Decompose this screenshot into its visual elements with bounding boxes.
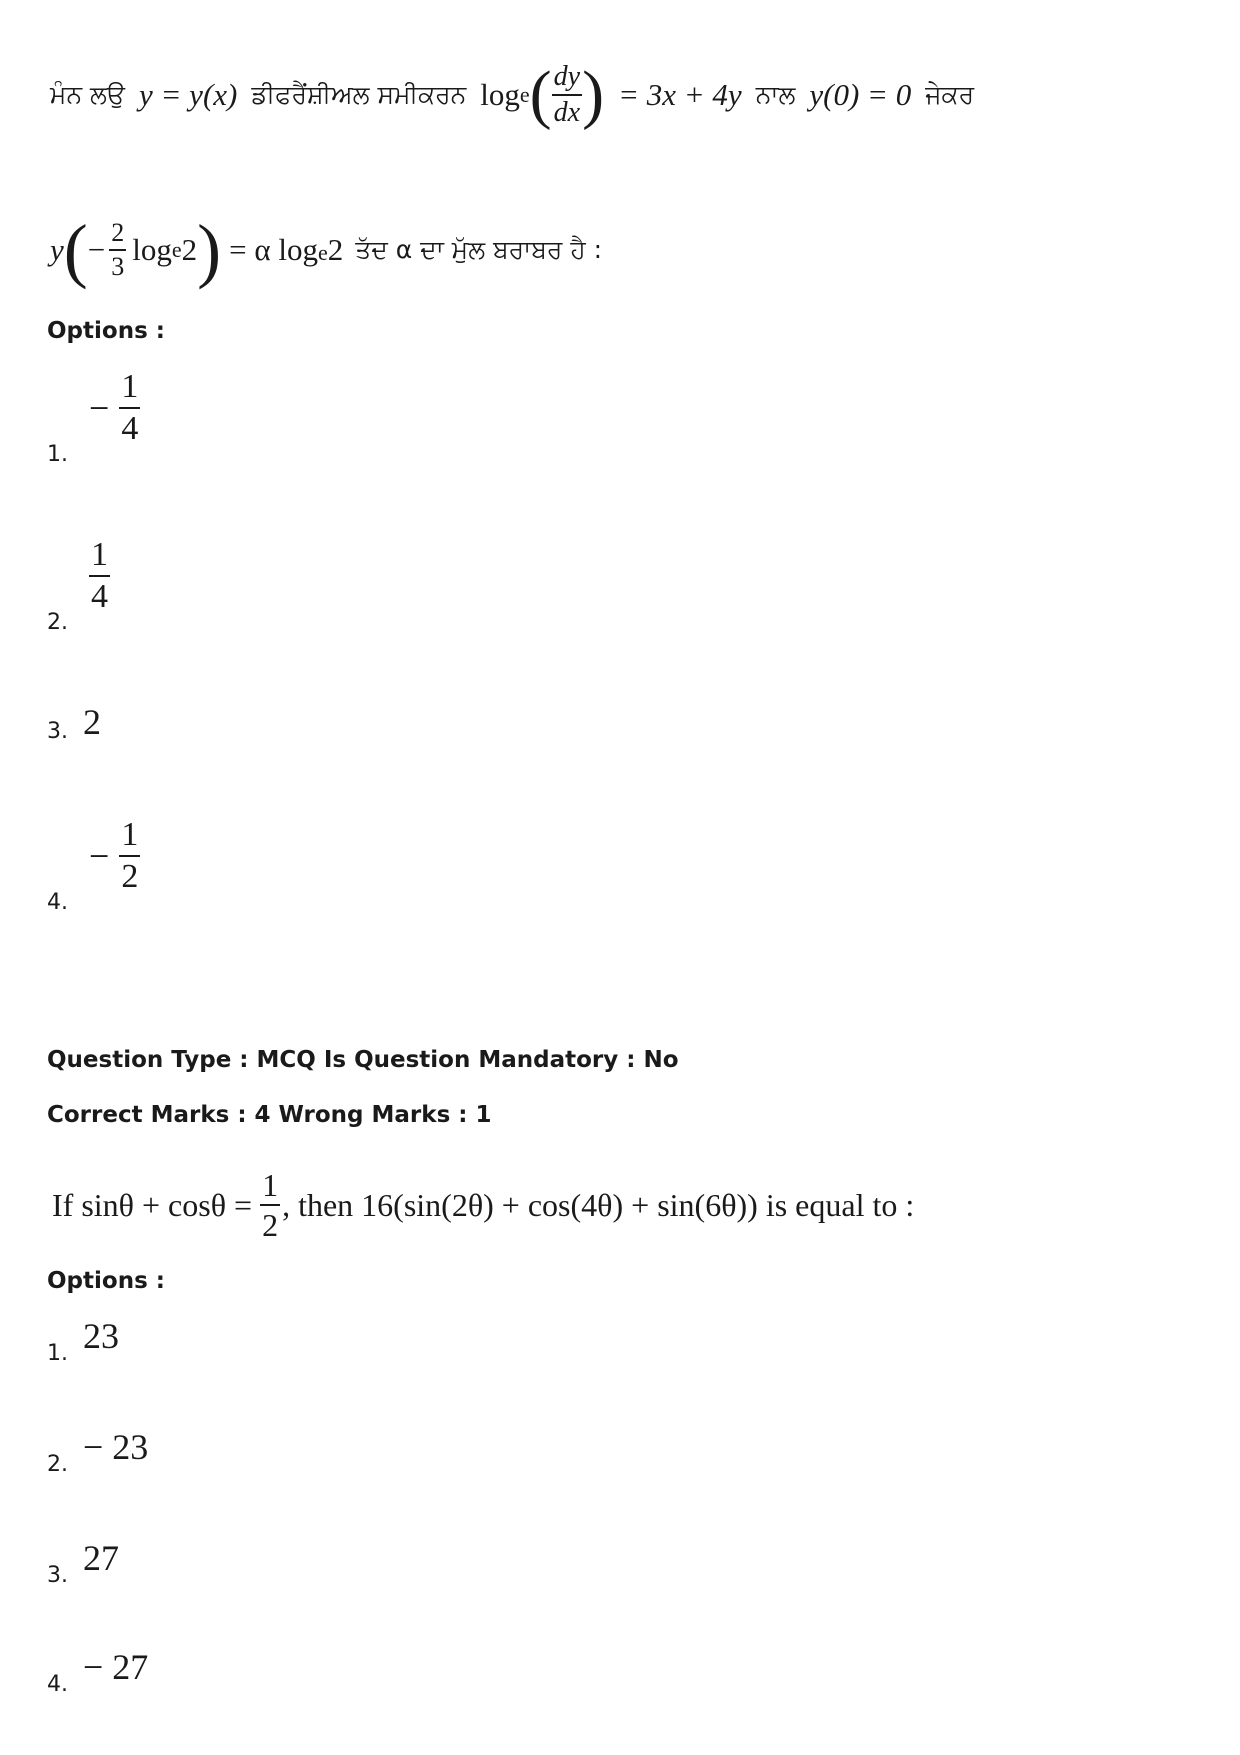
q1-log-base-3: e: [317, 240, 328, 265]
q1-option-4-num: 1: [121, 816, 139, 853]
q1-rhs2: = α log: [229, 232, 318, 267]
q2-option-4[interactable]: [47, 1646, 347, 1706]
q1-option-2[interactable]: [47, 538, 347, 638]
q2-frac-den: 2: [262, 1207, 279, 1243]
q1-punjabi-tail: ਤੱਦ α ਦਾ ਮੁੱਲ ਬਰਾਬਰ ਹੈ :: [355, 235, 603, 264]
q2-option-1[interactable]: [47, 1315, 347, 1375]
q1-left-paren-2: (: [63, 210, 88, 290]
q1-option-2-fraction: [89, 538, 110, 614]
q2-options-label: Options :: [47, 1268, 165, 1294]
q1-option-2-value: [89, 538, 110, 614]
q2-meta-marks: Correct Marks : 4 Wrong Marks : 1: [47, 1102, 492, 1128]
q1-dydx-fraction: [552, 63, 582, 127]
q1-log-2: log: [132, 232, 172, 267]
q1-rhs2-expression: [229, 232, 343, 268]
q1-option-4-fraction: [119, 818, 140, 894]
q1-minus: −: [87, 232, 106, 267]
q1-option-1[interactable]: [47, 370, 347, 470]
q1-right-paren: ): [582, 58, 605, 131]
q1-two: 2: [111, 218, 125, 247]
q2-option-2-value: − 23: [83, 1427, 149, 1467]
q1-punjabi-if: ਜੇਕਰ: [925, 80, 975, 109]
q1-option-4-sign: −: [89, 836, 110, 876]
q1-y-eq: y = y(x): [139, 77, 238, 112]
q1-two-b: 2: [181, 232, 198, 267]
q1-option-4-value: [89, 818, 140, 894]
q2-option-3-number: 3.: [47, 1563, 68, 1588]
q2-option-3-value: 27: [83, 1538, 119, 1578]
q1-option-3-value: 2: [83, 702, 101, 742]
q1-two-c: 2: [327, 232, 344, 267]
q2-frac-num: 1: [262, 1167, 279, 1203]
q2-option-2[interactable]: [47, 1426, 347, 1486]
q2-half-fraction: [260, 1169, 280, 1241]
q2-stem-a: If sinθ + cosθ =: [52, 1186, 253, 1223]
q2-option-3[interactable]: [47, 1537, 347, 1597]
q1-stem-line1: [50, 45, 988, 145]
q1-punjabi-let: ਮੰਨ ਲਉ: [50, 80, 125, 109]
q1-three: 3: [111, 252, 125, 281]
q1-two-thirds: [109, 220, 126, 280]
q2-stem: [52, 1160, 914, 1250]
q1-option-2-num: 1: [91, 536, 108, 573]
q1-options-label: Options :: [47, 318, 165, 344]
q1-option-2-den: 4: [91, 578, 108, 615]
q1-right-paren-2: ): [197, 210, 222, 290]
q1-dy: dy: [553, 61, 581, 92]
q1-option-4-number: 4.: [47, 890, 68, 915]
q1-option-1-num: 1: [121, 368, 139, 405]
q1-left-paren: (: [529, 58, 552, 131]
q2-option-1-number: 1.: [47, 1341, 68, 1366]
q1-option-2-number: 2.: [47, 610, 68, 635]
q1-punjabi-with: ਨਾਲ: [755, 80, 796, 109]
q2-option-4-number: 4.: [47, 1672, 68, 1697]
q1-rhs: = 3x + 4y: [618, 77, 742, 112]
q2-meta-type: Question Type : MCQ Is Question Mandatory : No: [47, 1047, 679, 1073]
q1-option-1-sign: −: [89, 388, 110, 428]
q1-option-3-number: 3.: [47, 719, 68, 744]
q1-initial-condition: y(0) = 0: [809, 77, 912, 112]
q2-option-1-value: 23: [83, 1316, 119, 1356]
q1-stem-line2: [50, 200, 616, 300]
q1-y: y: [50, 232, 64, 267]
q2-option-2-number: 2.: [47, 1452, 68, 1477]
q1-dx: dx: [553, 97, 581, 128]
q1-log-base: e: [519, 82, 530, 107]
q1-log: log: [480, 77, 520, 112]
q2-stem-b: , then 16(sin(2θ) + cos(4θ) + sin(6θ)) is equal to :: [282, 1186, 915, 1223]
q1-option-1-den: 4: [121, 410, 139, 447]
q1-option-1-value: [89, 370, 140, 446]
q1-option-1-fraction: [119, 370, 140, 446]
q1-option-4-den: 2: [121, 858, 139, 895]
q1-punjabi-diffeq: ਡੀਫਰੈਂਸ਼ੀਅਲ ਸਮੀਕਰਨ: [251, 80, 467, 109]
q2-option-4-value: − 27: [83, 1647, 149, 1687]
q1-y-of-expression: [50, 210, 222, 290]
q1-option-3[interactable]: [47, 695, 347, 755]
q1-log-base-2: e: [171, 237, 182, 262]
q1-log-expression: [480, 58, 605, 131]
q1-option-4[interactable]: [47, 818, 347, 918]
q1-option-1-number: 1.: [47, 442, 68, 467]
